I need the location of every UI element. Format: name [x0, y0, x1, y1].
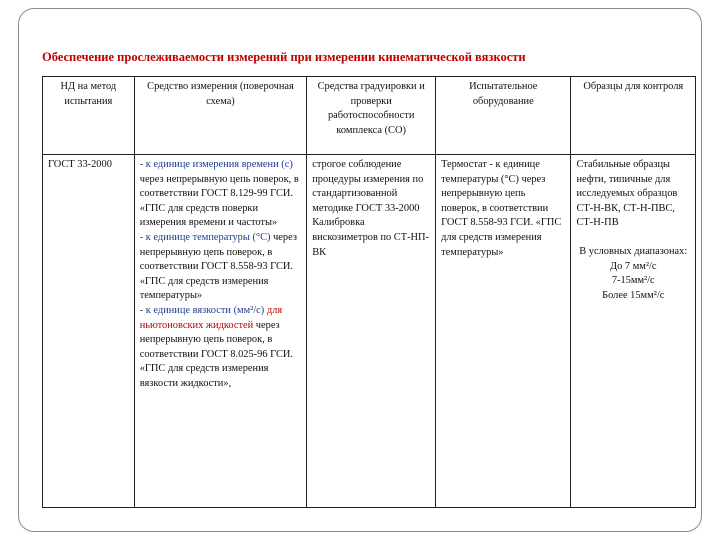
table-header-row — [43, 77, 696, 155]
traceability-table — [42, 76, 696, 508]
newtonian-liquids-note: для ньютоновских жидкостей — [139, 304, 283, 331]
temperature-unit-text: через непрерывную цепь поверок, в соответствии ГОСТ 8.558-93 ГСИ. «ГПС для средств измерения температуры» — [139, 231, 297, 302]
cell-measuring-means — [134, 155, 307, 508]
viscosity-unit-label: - к единице вязкости (мм²/с) — [139, 304, 265, 316]
header-method: НД на метод испытания — [43, 77, 135, 155]
viscosity-unit-text: через непрерывную цепь поверок, в соответствии ГОСТ 8.025-96 ГСИ. «ГПС для средств измерения вязкости жидкости», — [139, 319, 294, 389]
range-7-15: 7-15мм²/с — [611, 275, 655, 287]
header-measuring-means: Средство измерения (поверочная схема) — [134, 77, 307, 155]
header-test-equipment: Испытательное оборудование — [436, 77, 571, 155]
temperature-unit-label: - к единице температуры (°С) — [139, 231, 271, 243]
slide-title: Обеспечение прослеживаемости измерений при измерении кинематической вязкости — [42, 50, 526, 64]
range-over-15: Более 15мм²/с — [602, 289, 665, 301]
time-unit-label: - к единице измерения времени (с) — [139, 159, 293, 170]
time-unit-text: через непрерывную цепь поверок, в соответствии ГОСТ 8.129-99 ГСИ. «ГПС для средств поверки измерения времени и частоты» — [139, 173, 299, 229]
calibration-viscometers: Калибровка вискозиметров по СТ-НП-ВК — [312, 217, 430, 258]
table-row — [43, 155, 696, 508]
cell-test-equipment: Термостат - к единице температуры (°С) через непрерывную цепь поверок, в соответствии ГОСТ 8.558-93 ГСИ. «ГПС для средств измерения температуры» — [436, 155, 571, 508]
cell-calibration-means — [307, 155, 436, 508]
samples-description: Стабильные образцы нефти, типичные для исследуемых образцов СТ-Н-ВК, СТ-Н-ПВС, СТ-Н-ПВ — [576, 159, 678, 229]
ranges-title: В условных диапазонах: — [579, 245, 688, 257]
header-control-samples: Образцы для контроля — [571, 77, 696, 155]
cell-method: ГОСТ 33-2000 — [43, 155, 135, 508]
cell-control-samples — [571, 155, 696, 508]
header-calibration-means: Средства градуировки и проверки работоспособности комплекса (СО) — [307, 77, 436, 155]
calibration-procedure: строгое соблюдение процедуры измерения по стандартизованной методике ГОСТ 33-2000 — [312, 159, 424, 214]
range-up-to-7: До 7 мм²/с — [610, 260, 657, 272]
